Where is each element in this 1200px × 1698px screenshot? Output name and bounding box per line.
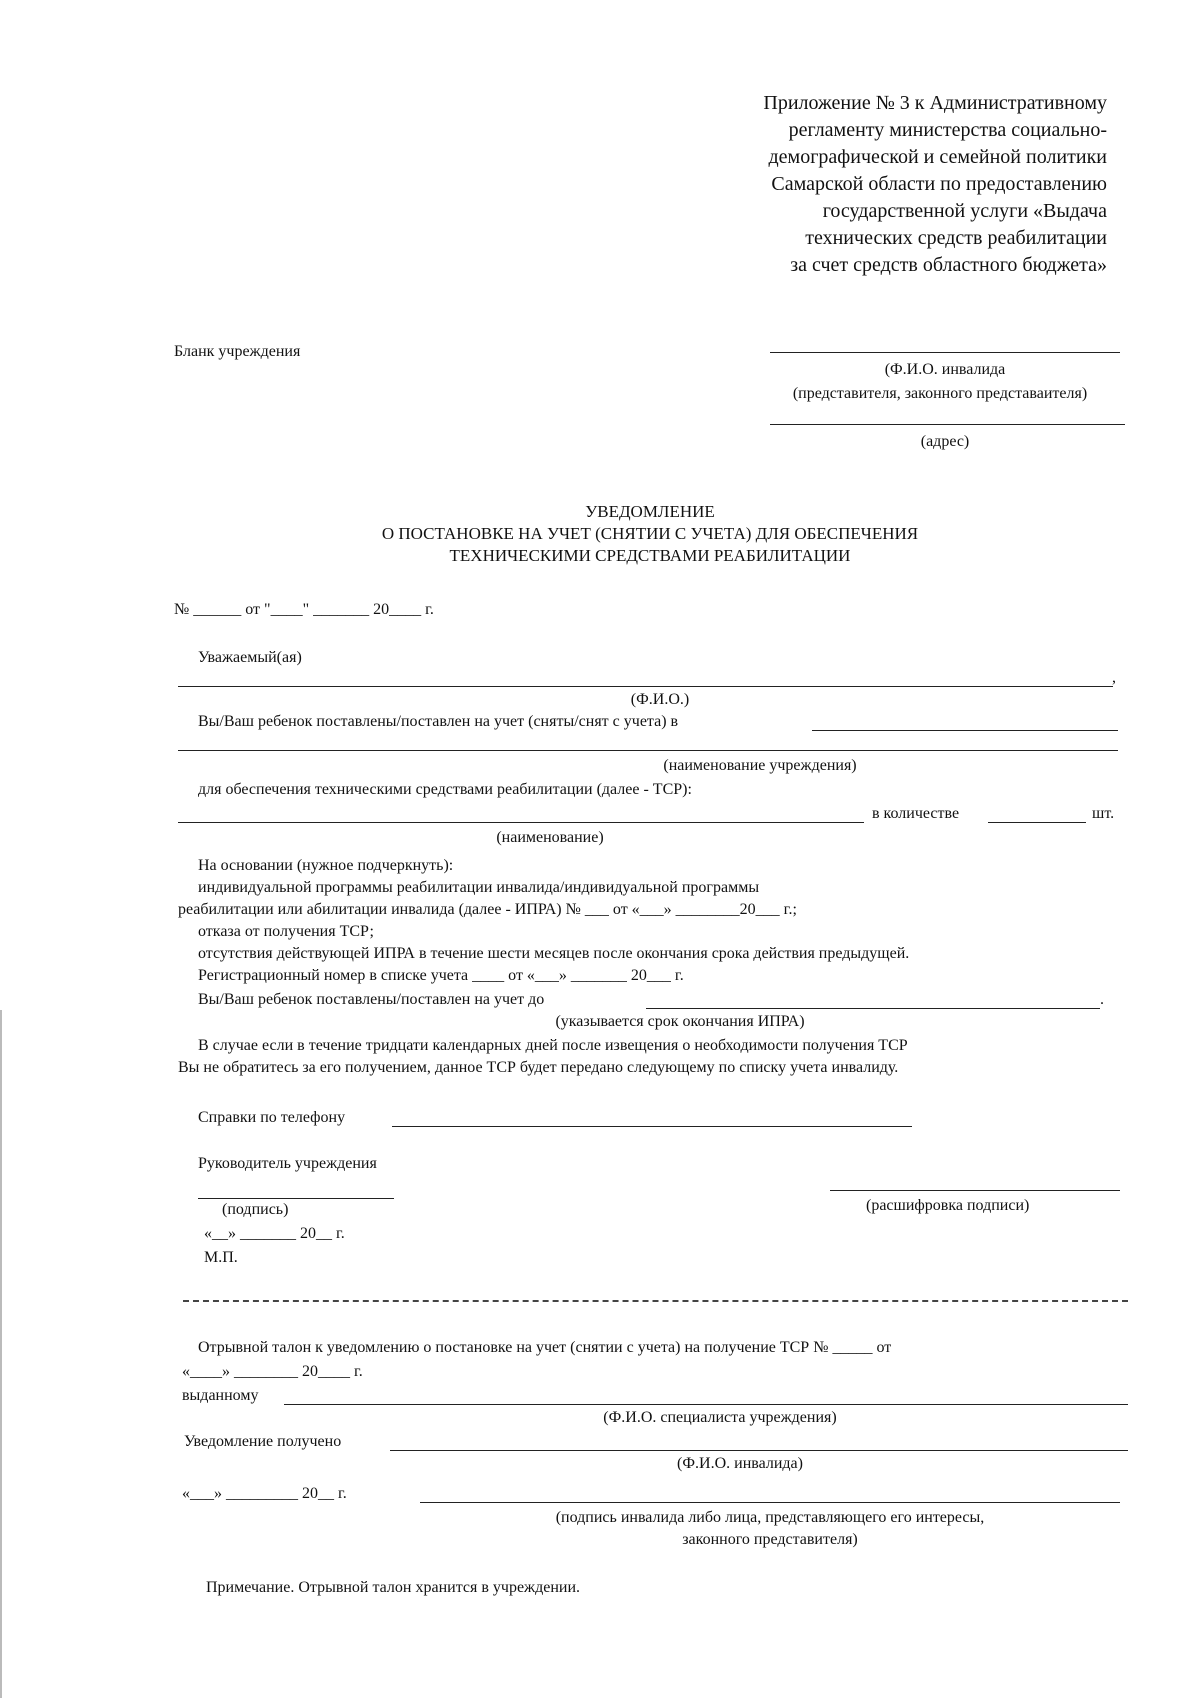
appendix-line: регламенту министерства социально- [788, 119, 1107, 141]
appendix-line: Самарской области по предоставлению [771, 173, 1107, 195]
tsr-name-caption: (наименование) [496, 829, 604, 846]
signature-caption: (подпись) [222, 1201, 289, 1218]
greeting: Уважаемый(ая) [198, 649, 302, 666]
registered-text: Вы/Ваш ребенок поставлены/поставлен на учет (сняты/снят с учета) в [198, 713, 679, 730]
appendix-line: государственной услуги «Выдача [822, 200, 1107, 222]
coupon-title: Отрывной талон к уведомлению о постановке на учет (снятии с учета) на получение ТСР № _____ от [198, 1339, 892, 1356]
scan-edge [0, 1010, 2, 1698]
absence-text: отсутствия действующей ИПРА в течение шести месяцев после окончания срока действия предыдущей. [198, 945, 910, 962]
phone-line [392, 1126, 912, 1127]
recipient-fio-line [770, 352, 1120, 353]
head-label: Руководитель учреждения [198, 1155, 377, 1172]
institution-caption: (наименование учреждения) [663, 757, 857, 774]
notice-title-line: О ПОСТАНОВКЕ НА УЧЕТ (СНЯТИИ С УЧЕТА) ДЛЯ ОБЕСПЕЧЕНИЯ [381, 524, 919, 543]
registered-line [812, 730, 1118, 731]
decode-caption: (расшифровка подписи) [866, 1197, 1030, 1214]
institution-line [178, 750, 1118, 751]
recipient-address-caption: (адрес) [920, 433, 970, 450]
stamp-label: М.П. [204, 1249, 238, 1266]
coupon-specialist-caption: (Ф.И.О. специалиста учреждения) [603, 1409, 837, 1426]
warning-text: Вы не обратитесь за его получением, данное ТСР будет передано следующему по списку учета инвалиду. [178, 1059, 899, 1076]
phone-label: Справки по телефону [198, 1109, 346, 1126]
appendix-line: технических средств реабилитации [805, 227, 1107, 249]
notice-title: УВЕДОМЛЕНИЕ [585, 502, 715, 521]
decode-line [830, 1190, 1120, 1191]
reg-number-text: Регистрационный номер в списке учета ____ от «___» _______ 20___ г. [198, 967, 684, 984]
ipra-text: индивидуальной программы реабилитации инвалида/индивидуальной программы [198, 879, 760, 896]
recipient-rep-caption: (представителя, законного представаителя) [792, 385, 1088, 402]
tsr-name-line [178, 822, 864, 823]
appendix-line: демографической и семейной политики [768, 146, 1107, 168]
coupon-signature-line [420, 1502, 1120, 1503]
coupon-received-label: Уведомление получено [184, 1433, 342, 1450]
appendix-line: Приложение № 3 к Административному [763, 92, 1107, 114]
recipient-fio-caption: (Ф.И.О. инвалида [884, 361, 1006, 378]
coupon-note: Примечание. Отрывной талон хранится в учреждении. [206, 1579, 581, 1596]
signature-line [198, 1198, 394, 1199]
until-text: Вы/Ваш ребенок поставлены/поставлен на учет до [198, 991, 545, 1008]
ipra-text: реабилитации или абилитации инвалида (далее - ИПРА) № ___ от «___» ________20___ г.; [178, 901, 797, 918]
basis-text: На основании (нужное подчеркнуть): [198, 857, 454, 874]
fio-comma: , [1112, 669, 1116, 686]
notice-number-line: № ______ от "____" _______ 20____ г. [174, 601, 434, 618]
refusal-text: отказа от получения ТСР; [198, 923, 374, 940]
coupon-received-date: «___» _________ 20__ г. [182, 1485, 347, 1502]
coupon-issued-line [284, 1404, 1128, 1405]
coupon-date: «____» ________ 20____ г. [182, 1363, 363, 1380]
warning-text: В случае если в течение тридцати календарных дней после извещения о необходимости получения ТСР [198, 1037, 908, 1054]
until-line [646, 1008, 1100, 1009]
coupon-issued-label: выданному [182, 1387, 259, 1404]
fio-caption: (Ф.И.О.) [630, 691, 690, 708]
head-date: «__» _______ 20__ г. [204, 1225, 345, 1242]
quantity-unit: шт. [1092, 805, 1115, 822]
coupon-signature-caption: законного представителя) [682, 1531, 858, 1548]
recipient-address-line [770, 424, 1125, 425]
until-dot: . [1100, 991, 1104, 1008]
fio-line [178, 686, 1113, 687]
quantity-line [988, 822, 1086, 823]
coupon-invalid-caption: (Ф.И.О. инвалида) [677, 1455, 803, 1472]
tear-off-line [183, 1300, 1128, 1302]
coupon-signature-caption: (подпись инвалида либо лица, представляющего его интересы, [555, 1509, 985, 1526]
notice-title-line: ТЕХНИЧЕСКИМИ СРЕДСТВАМИ РЕАБИЛИТАЦИИ [449, 546, 851, 565]
appendix-line: за счет средств областного бюджета» [790, 254, 1107, 276]
until-caption: (указывается срок окончания ИПРА) [555, 1013, 805, 1030]
letterhead-label: Бланк учреждения [174, 343, 301, 360]
provision-text: для обеспечения техническими средствами реабилитации (далее - ТСР): [198, 781, 692, 798]
coupon-received-line [390, 1450, 1128, 1451]
quantity-label: в количестве [872, 805, 960, 822]
